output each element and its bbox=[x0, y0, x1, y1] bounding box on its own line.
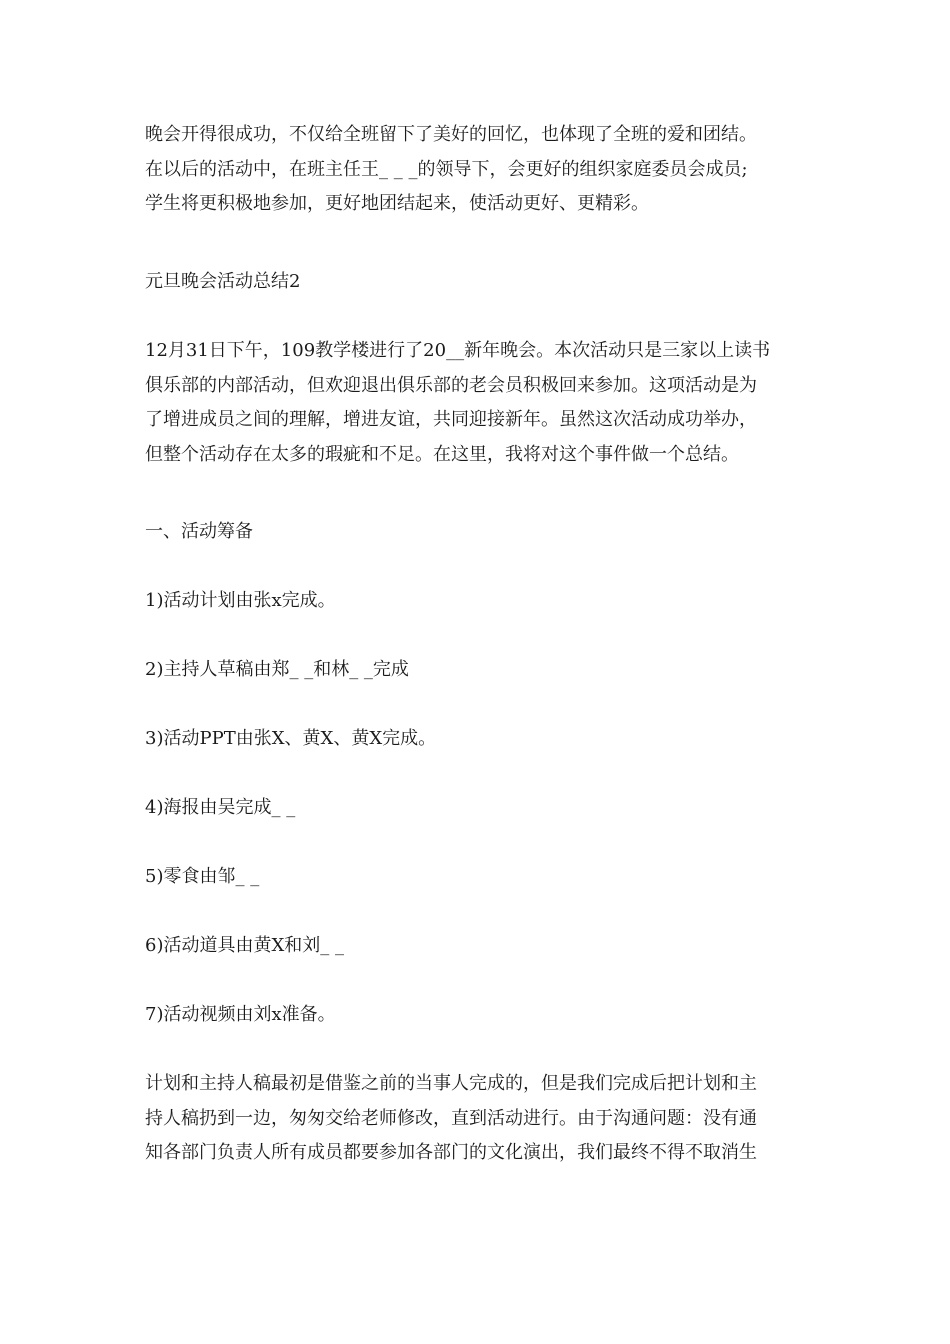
subheading-preparation bbox=[145, 515, 815, 550]
list-item bbox=[145, 791, 815, 826]
list-item-text: 1)活动计划由张x完成。 bbox=[145, 590, 336, 611]
text-line: 晚会开得很成功，不仅给全班留下了美好的回忆，也体现了全班的爱和团结。 bbox=[145, 124, 757, 145]
paragraph-reflection bbox=[145, 1067, 815, 1171]
list-item-text: 3)活动PPT由张X、黄X、黄X完成。 bbox=[145, 728, 437, 749]
text-line: 持人稿扔到一边，匆匆交给老师修改，直到活动进行。由于沟通问题：没有通 bbox=[145, 1107, 757, 1129]
heading-text: 一、活动筹备 bbox=[145, 521, 253, 542]
list-item-text: 4)海报由吴完成_ _ bbox=[145, 797, 296, 818]
list-item-text: 2)主持人草稿由郑_ _和林_ _完成 bbox=[145, 659, 409, 680]
text-line: 12月31日下午，109教学楼进行了20__新年晚会。本次活动只是三家以上读书 bbox=[145, 340, 771, 361]
text-line: 了增进成员之间的理解，增进友谊，共同迎接新年。虽然这次活动成功举办， bbox=[145, 409, 757, 430]
text-line: 计划和主持人稿最初是借鉴之前的当事人完成的，但是我们完成后把计划和主 bbox=[145, 1073, 757, 1094]
heading-text: 元旦晚会活动总结2 bbox=[145, 271, 301, 292]
paragraph-intro bbox=[145, 334, 815, 472]
text-line: 知各部门负责人所有成员都要参加各部门的文化演出，我们最终不得不取消生 bbox=[145, 1142, 757, 1163]
paragraph-summary-closing bbox=[145, 118, 815, 222]
text-line: 在以后的活动中，在班主任王_ _ _的领导下，会更好的组织家庭委员会成员; bbox=[145, 158, 748, 180]
section-heading bbox=[145, 265, 815, 300]
list-item bbox=[145, 584, 815, 619]
list-item bbox=[145, 722, 815, 757]
text-line: 学生将更积极地参加，更好地团结起来，使活动更好、更精彩。 bbox=[145, 193, 649, 214]
list-item bbox=[145, 929, 815, 964]
list-item-text: 7)活动视频由刘x准备。 bbox=[145, 1004, 336, 1025]
list-item-text: 6)活动道具由黄X和刘_ _ bbox=[145, 935, 345, 956]
list-item bbox=[145, 653, 815, 688]
list-item bbox=[145, 860, 815, 895]
list-item bbox=[145, 998, 815, 1033]
text-line: 俱乐部的内部活动，但欢迎退出俱乐部的老会员积极回来参加。这项活动是为 bbox=[145, 374, 757, 396]
list-item-text: 5)零食由邹_ _ bbox=[145, 866, 260, 887]
text-line: 但整个活动存在太多的瑕疵和不足。在这里，我将对这个事件做一个总结。 bbox=[145, 443, 739, 465]
